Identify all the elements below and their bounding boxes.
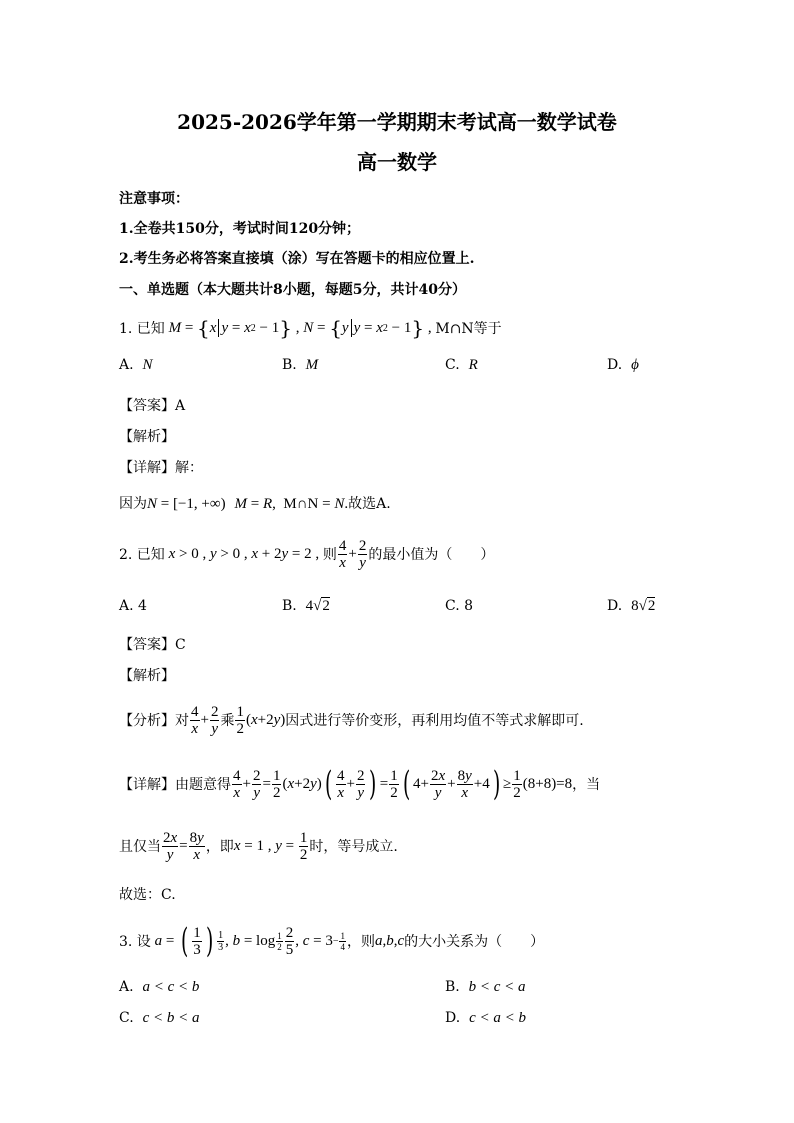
- q1-option-c: C. R: [445, 357, 478, 373]
- q1-detail-text: 因为N = [−1, +∞) M = R, M∩N = N.故选A.: [119, 496, 391, 512]
- q1-set-n: N: [303, 319, 314, 336]
- q3-option-a: A. a < c < b: [119, 979, 200, 995]
- q1-detail-tag: 【详解】解：: [119, 460, 203, 476]
- q2-analysis: 【解析】: [119, 668, 175, 684]
- question-3: 3. 设 a = ( $\frac{1}{3}$ ) $\frac{1}{3}$ , b = log $\frac{1}{2}$ $\frac{2}{5}$ , c = 3 − $\frac{1}{4}$ ，则 a , b , c 的大小关系为（ ）: [119, 921, 545, 961]
- question-1: 1. 已知 M = { x y = x 2 − 1 } , N = { y y = x 2 − 1 } , M∩N等于: [119, 316, 502, 340]
- q1-answer: 【答案】A: [119, 398, 186, 414]
- notes-heading: 注意事项：: [119, 191, 189, 207]
- q1-tail: M∩N等于: [435, 321, 502, 337]
- q1-number: 1. 已知: [119, 321, 165, 337]
- q1-option-b: B. M: [282, 357, 319, 373]
- q3-option-b: B. b < c < a: [445, 979, 526, 995]
- q3-option-d: D. c < a < b: [445, 1010, 526, 1026]
- q2-option-b: B. 4√2: [282, 598, 330, 614]
- q2-option-a: A. 4: [119, 598, 147, 614]
- notes-item-1: 1.全卷共150分，考试时间120分钟；: [119, 221, 361, 237]
- q1-set-m: M: [164, 319, 182, 336]
- section-heading: 一、单选题（本大题共计8小题，每题5分，共计40分）: [119, 282, 466, 298]
- page-subtitle: 高一数学: [357, 150, 437, 174]
- notes-item-2: 2.考生务必将答案直接填（涂）写在答题卡的相应位置上.: [119, 251, 475, 267]
- q2-fenxi: 【分析】 对 $\frac{4}{x}$ + $\frac{2}{y}$ 乘 $\frac{1}{2}$ ( x +2 y ) 因式进行等价变形，再利用均值不等式求解即可.: [119, 703, 584, 737]
- page-title: 2025-2026学年第一学期期末考试高一数学试卷: [177, 110, 617, 134]
- q2-answer: 【答案】C: [119, 637, 186, 653]
- q3-option-c: C. c < b < a: [119, 1010, 200, 1026]
- q2-choose: 故选：C.: [119, 887, 176, 903]
- q1-option-a: A. N: [119, 357, 153, 373]
- q2-option-c: C. 8: [445, 598, 474, 614]
- q2-option-d: D. 8√2: [607, 598, 656, 614]
- question-2: 2. 已知 x > 0 , y > 0 , x + 2 y = 2 , 则 $\frac{4}{x}$ + $\frac{2}{y}$ 的最小值为（ ）: [119, 537, 495, 571]
- q2-detail: 【详解】 由题意得 $\frac{4}{x}$ + $\frac{2}{y}$ = $\frac{1}{2}$ ( x +2 y ) ( $\frac{4}{x}$ + $\frac{2}{y}$ ) = $\frac{1}{2}$ ( 4+ $\frac{2x}{y}$ + $\frac{8y}{x}$ +4 ) ≥ $\frac{1}{2}$ (8+8)=8 ，当: [119, 764, 601, 804]
- q1-option-d: D. ϕ: [607, 357, 639, 373]
- q1-analysis: 【解析】: [119, 429, 175, 445]
- q2-detail-line2: 且仅当 $\frac{2x}{y}$ = $\frac{8y}{x}$ ，即 x = 1 , y = $\frac{1}{2}$ 时，等号成立.: [119, 829, 398, 863]
